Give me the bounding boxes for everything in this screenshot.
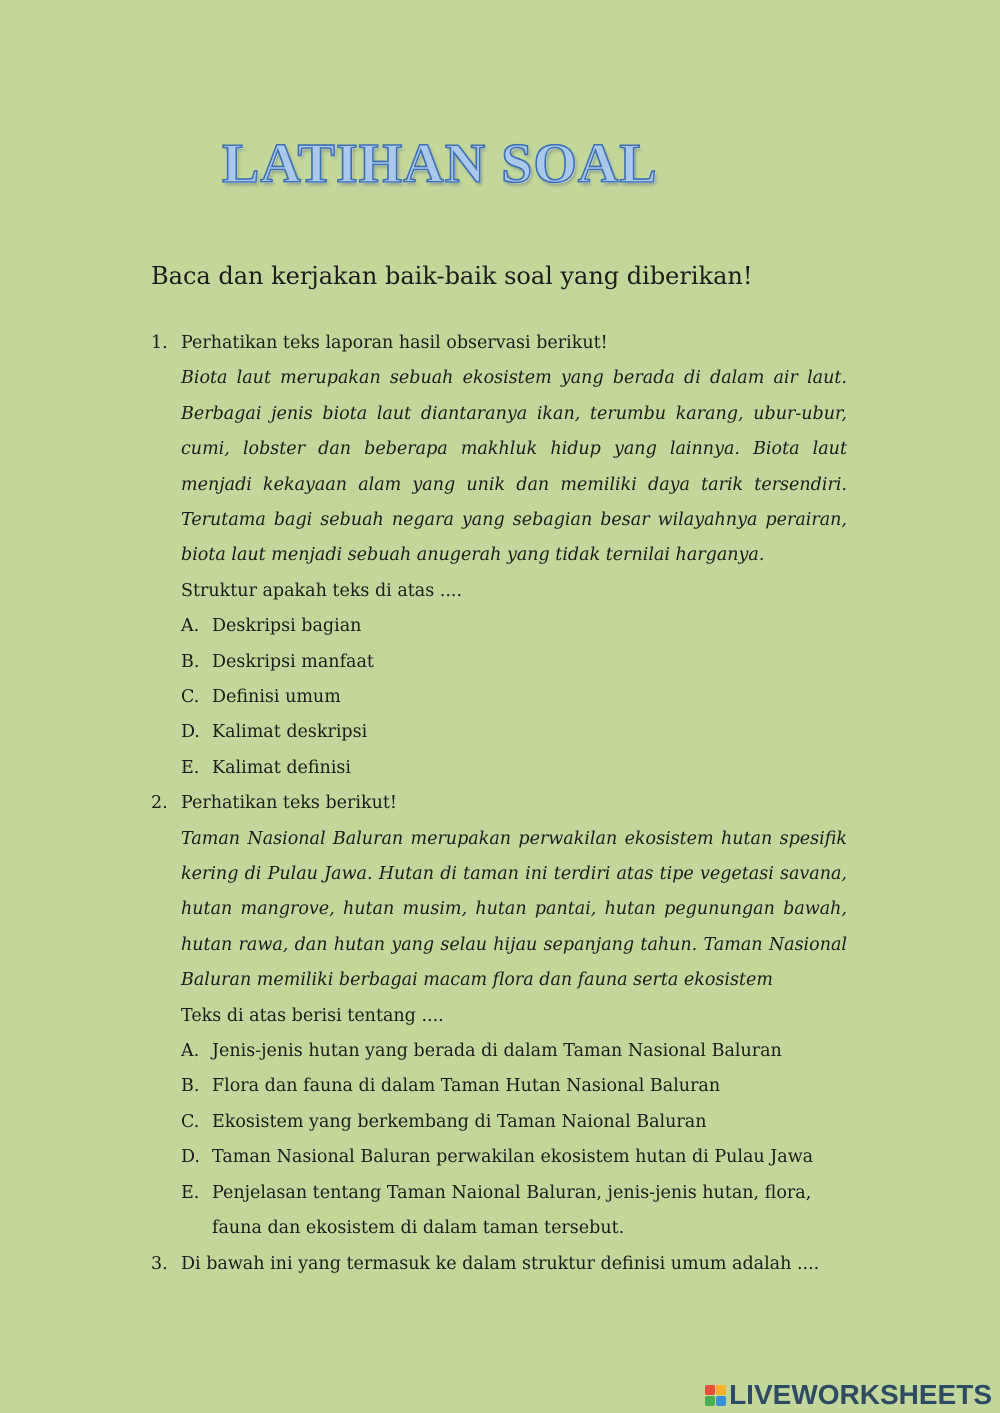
option-text: Kalimat definisi: [212, 757, 352, 778]
option-a[interactable]: [181, 1034, 847, 1069]
option-b[interactable]: [181, 1069, 847, 1104]
option-label: B.: [181, 651, 200, 672]
option-text: Flora dan fauna di dalam Taman Hutan Nasional Baluran: [212, 1076, 721, 1097]
option-label: E.: [181, 1182, 200, 1203]
question-number: 1.: [151, 333, 168, 353]
option-a[interactable]: [181, 609, 847, 644]
option-e[interactable]: [181, 1176, 847, 1247]
option-e[interactable]: [181, 751, 847, 786]
option-label: C.: [181, 687, 200, 708]
option-label: A.: [181, 1041, 200, 1062]
question-prompt: Perhatikan teks berikut!: [181, 793, 397, 814]
question-passage: Taman Nasional Baluran merupakan perwakilan ekosistem hutan spesifik kering di Pulau Jawa. Hutan di taman ini terdiri atas tipe vegetasi savana, hutan mangrove, hutan musim, hutan pantai, hutan pegunungan bawah, hutan rawa, dan hutan yang selau hijau sepanjang tahun. Taman Nasional Baluran memiliki berbagai macam flora dan fauna serta ekosistem: [181, 828, 847, 991]
option-text: Penjelasan tentang Taman Naional Baluran, jenis-jenis hutan, flora, fauna dan ekosistem di dalam taman tersebut.: [212, 1182, 812, 1239]
option-label: A.: [181, 616, 200, 637]
option-label: C.: [181, 1111, 200, 1132]
question-prompt: Di bawah ini yang termasuk ke dalam struktur definisi umum adalah ....: [181, 1253, 820, 1274]
question-3: [151, 1247, 847, 1282]
question-list: [151, 326, 847, 1282]
option-text: Deskripsi bagian: [212, 616, 362, 637]
option-label: B.: [181, 1076, 200, 1097]
option-d[interactable]: [181, 715, 847, 750]
question-text: Teks di atas berisi tentang ....: [181, 1005, 444, 1026]
option-text: Taman Nasional Baluran perwakilan ekosistem hutan di Pulau Jawa: [212, 1147, 814, 1168]
question-passage: Biota laut merupakan sebuah ekosistem yang berada di dalam air laut. Berbagai jenis biota laut diantaranya ikan, terumbu karang, ubur-ubur, cumi, lobster dan beberapa makhluk hidup yang lainnya. Biota laut menjadi kekayaan alam yang unik dan memiliki daya tarik tersendiri. Terutama bagi sebuah negara yang sebagian besar wilayahnya perairan, biota laut menjadi sebuah anugerah yang tidak ternilai harganya.: [181, 368, 847, 566]
option-text: Ekosistem yang berkembang di Taman Naional Baluran: [212, 1111, 707, 1132]
option-label: E.: [181, 757, 200, 778]
logo-square-blue: [716, 1396, 726, 1406]
logo-square-red: [705, 1385, 715, 1395]
option-text: Kalimat deskripsi: [212, 722, 368, 743]
option-text: Jenis-jenis hutan yang berada di dalam Taman Nasional Baluran: [212, 1041, 782, 1062]
liveworksheets-brand[interactable]: [705, 1379, 992, 1411]
option-b[interactable]: [181, 645, 847, 680]
option-label: D.: [181, 722, 200, 743]
option-text: Definisi umum: [212, 687, 341, 708]
brand-name: LIVEWORKSHEETS: [729, 1379, 992, 1410]
question-1: [151, 326, 847, 786]
option-d[interactable]: [181, 1140, 847, 1175]
liveworksheets-logo-icon: [705, 1385, 726, 1406]
question-2: [151, 786, 847, 1246]
instruction-text: Baca dan kerjakan baik-baik soal yang diberikan!: [151, 262, 753, 290]
logo-square-green: [705, 1396, 715, 1406]
option-label: D.: [181, 1147, 200, 1168]
question-text: Struktur apakah teks di atas ....: [181, 580, 463, 601]
logo-square-yellow: [716, 1385, 726, 1395]
worksheet-title: LATIHAN SOAL: [222, 133, 658, 195]
question-prompt: Perhatikan teks laporan hasil observasi berikut!: [181, 333, 608, 353]
question-number: 3.: [151, 1253, 168, 1274]
option-c[interactable]: [181, 680, 847, 715]
question-number: 2.: [151, 793, 168, 814]
option-c[interactable]: [181, 1105, 847, 1140]
option-text: Deskripsi manfaat: [212, 651, 374, 672]
